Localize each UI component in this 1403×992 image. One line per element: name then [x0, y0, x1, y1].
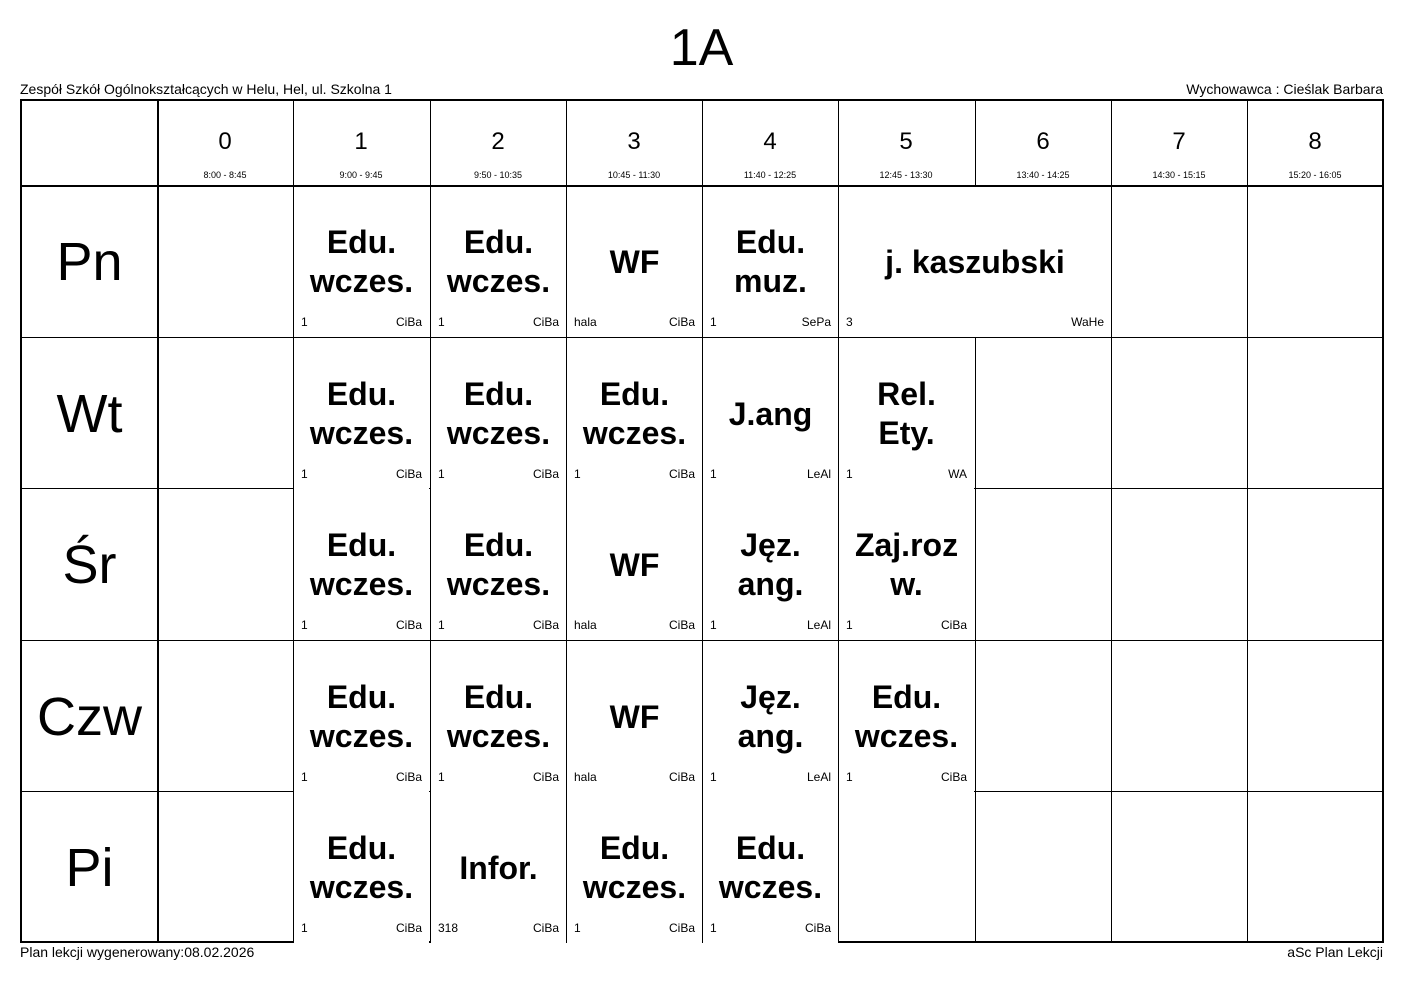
lesson-cell: [294, 339, 429, 489]
period-header: [838, 101, 974, 185]
period-time: 10:45 - 11:30: [607, 170, 661, 180]
lesson-cell: [567, 490, 702, 640]
day-label: Czw: [37, 687, 142, 747]
day-label: Pi: [65, 838, 114, 898]
lesson-room: 1: [846, 618, 853, 632]
lesson-cell: [703, 187, 838, 337]
lesson-subject-text: Edu. wczes.: [309, 224, 414, 299]
lesson-room: 1: [710, 618, 717, 632]
lesson-subject-text: Edu. wczes.: [854, 679, 959, 754]
day-label: Śr: [62, 535, 117, 595]
period-time: 9:00 - 9:45: [339, 170, 383, 180]
day-label: Pn: [56, 232, 123, 292]
lesson-subject-text: Edu. wczes.: [446, 527, 551, 602]
lesson-room: 318: [438, 921, 459, 935]
lesson-room: hala: [574, 618, 597, 632]
lesson-teacher: WaHe: [1071, 315, 1104, 329]
lesson-cell: [567, 339, 702, 489]
generator-name: aSc Plan Lekcji: [1287, 944, 1383, 960]
lesson-teacher: CiBa: [395, 770, 422, 784]
grid-line-vertical: [157, 101, 159, 941]
period-number: 5: [899, 128, 913, 155]
period-time: 12:45 - 13:30: [879, 170, 933, 180]
lesson-room: 1: [574, 921, 581, 935]
lesson-room: 1: [846, 467, 853, 481]
lesson-subject-text: Jęz. ang.: [737, 527, 804, 602]
lesson-teacher: CiBa: [395, 315, 422, 329]
lesson-teacher: LeAl: [806, 618, 831, 632]
lesson-room: 1: [438, 618, 445, 632]
lesson-subject-text: WF: [609, 698, 660, 735]
period-number: 2: [491, 128, 505, 155]
period-number: 3: [627, 128, 641, 155]
period-number: 0: [218, 128, 232, 155]
lesson-subject-text: Edu. wczes.: [582, 376, 687, 451]
lesson-cell: [839, 490, 974, 640]
lesson-room: 1: [710, 921, 717, 935]
lesson-teacher: CiBa: [668, 467, 695, 481]
grid-line-horizontal: [22, 791, 1382, 792]
lesson-room: 1: [301, 921, 308, 935]
lesson-cell: [567, 642, 702, 792]
lesson-subject-text: WF: [609, 546, 660, 583]
lesson-subject-text: Edu. wczes.: [309, 679, 414, 754]
lesson-room: 1: [301, 618, 308, 632]
lesson-cell: [294, 187, 429, 337]
lesson-room: 1: [438, 467, 445, 481]
lesson-subject-text: Jęz. ang.: [737, 679, 804, 754]
lesson-cell: [703, 339, 838, 489]
period-time: 15:20 - 16:05: [1288, 170, 1342, 180]
period-header: [293, 101, 429, 185]
lesson-room: 1: [438, 770, 445, 784]
class-teacher: Wychowawca : Cieślak Barbara: [1186, 81, 1383, 97]
period-header: [975, 101, 1111, 185]
lesson-subject-text: Rel. Ety.: [877, 376, 936, 451]
lesson-teacher: CiBa: [532, 921, 559, 935]
lesson-room: 1: [301, 770, 308, 784]
lesson-subject-text: Edu. wczes.: [309, 376, 414, 451]
period-number: 4: [763, 128, 777, 155]
lesson-subject-text: Edu. wczes.: [446, 376, 551, 451]
grid-line-horizontal: [22, 337, 1382, 338]
lesson-room: 1: [710, 770, 717, 784]
lesson-subject-text: Infor.: [459, 849, 538, 886]
lesson-subject: [841, 187, 1109, 337]
lesson-teacher: CiBa: [668, 921, 695, 935]
lesson-teacher: LeAl: [806, 770, 831, 784]
timetable-grid: [20, 99, 1384, 943]
period-header: [1247, 101, 1383, 185]
period-time: 14:30 - 15:15: [1152, 170, 1206, 180]
lesson-teacher: CiBa: [395, 467, 422, 481]
lesson-teacher: CiBa: [668, 315, 695, 329]
grid-line-horizontal: [22, 185, 1382, 187]
lesson-teacher: SePa: [801, 315, 831, 329]
lesson-room: 1: [438, 315, 445, 329]
period-time: 8:00 - 8:45: [203, 170, 247, 180]
lesson-teacher: CiBa: [395, 921, 422, 935]
lesson-subject-text: Edu. muz.: [734, 224, 807, 299]
period-number: 6: [1036, 128, 1050, 155]
lesson-room: 1: [301, 467, 308, 481]
lesson-cell: [703, 490, 838, 640]
lesson-room: 1: [574, 467, 581, 481]
lesson-subject-text: WF: [609, 243, 660, 280]
lesson-cell: [839, 642, 974, 792]
lesson-cell: [703, 642, 838, 792]
period-number: 8: [1308, 128, 1322, 155]
lesson-room: 1: [710, 467, 717, 481]
lesson-subject-text: J.ang: [728, 395, 813, 432]
lesson-cell: [294, 642, 429, 792]
lesson-cell: [294, 490, 429, 640]
period-header: [157, 101, 293, 185]
lesson-room: 1: [301, 315, 308, 329]
lesson-teacher: CiBa: [532, 467, 559, 481]
lesson-teacher: CiBa: [532, 315, 559, 329]
lesson-cell: [567, 187, 702, 337]
period-time: 13:40 - 14:25: [1016, 170, 1070, 180]
lesson-subject-text: Zaj.roz w.: [854, 527, 959, 602]
period-time: 9:50 - 10:35: [473, 170, 523, 180]
lesson-teacher: CiBa: [532, 770, 559, 784]
lesson-teacher: CiBa: [668, 770, 695, 784]
period-time: 11:40 - 12:25: [743, 170, 797, 180]
lesson-cell: [431, 793, 566, 943]
lesson-subject-text: Edu. wczes.: [718, 830, 823, 905]
lesson-room: 1: [710, 315, 717, 329]
grid-line-vertical: [1247, 101, 1248, 941]
lesson-room: hala: [574, 770, 597, 784]
grid-line-vertical: [1111, 101, 1112, 941]
lesson-cell: [294, 793, 429, 943]
lesson-teacher: CiBa: [668, 618, 695, 632]
day-label: Wt: [56, 384, 123, 444]
lesson-subject-text: Edu. wczes.: [309, 830, 414, 905]
lesson-subject-text: Edu. wczes.: [446, 224, 551, 299]
period-header: [430, 101, 566, 185]
lesson-cell: [839, 339, 974, 489]
lesson-subject-text: Edu. wczes.: [582, 830, 687, 905]
lesson-subject-text: Edu. wczes.: [309, 527, 414, 602]
lesson-cell: [431, 339, 566, 489]
period-header: [1111, 101, 1247, 185]
grid-line-horizontal: [22, 488, 1382, 489]
lesson-teacher: CiBa: [940, 618, 967, 632]
lesson-cell: [431, 490, 566, 640]
lesson-room: hala: [574, 315, 597, 329]
lesson-room: 1: [846, 770, 853, 784]
lesson-teacher: CiBa: [804, 921, 831, 935]
lesson-teacher: CiBa: [940, 770, 967, 784]
generated-date: Plan lekcji wygenerowany:08.02.2026: [20, 944, 255, 960]
lesson-teacher: WA: [948, 467, 967, 481]
school-name: Zespół Szkół Ogólnokształcących w Helu, Hel, ul. Szkolna 1: [20, 81, 392, 97]
lesson-cell: [703, 793, 838, 943]
period-header: [702, 101, 838, 185]
lesson-teacher: LeAl: [806, 467, 831, 481]
lesson-subject-text: j. kaszubski: [885, 243, 1065, 280]
lesson-room: 3: [846, 315, 853, 329]
lesson-cell: [839, 187, 1111, 337]
period-header: [566, 101, 702, 185]
lesson-cell: [431, 187, 566, 337]
lesson-cell: [431, 642, 566, 792]
period-number: 1: [354, 128, 368, 155]
grid-line-horizontal: [22, 640, 1382, 641]
lesson-subject-text: Edu. wczes.: [446, 679, 551, 754]
lesson-cell: [567, 793, 702, 943]
period-number: 7: [1172, 128, 1186, 155]
lesson-teacher: CiBa: [395, 618, 422, 632]
timetable-title: 1A: [669, 19, 734, 77]
lesson-teacher: CiBa: [532, 618, 559, 632]
